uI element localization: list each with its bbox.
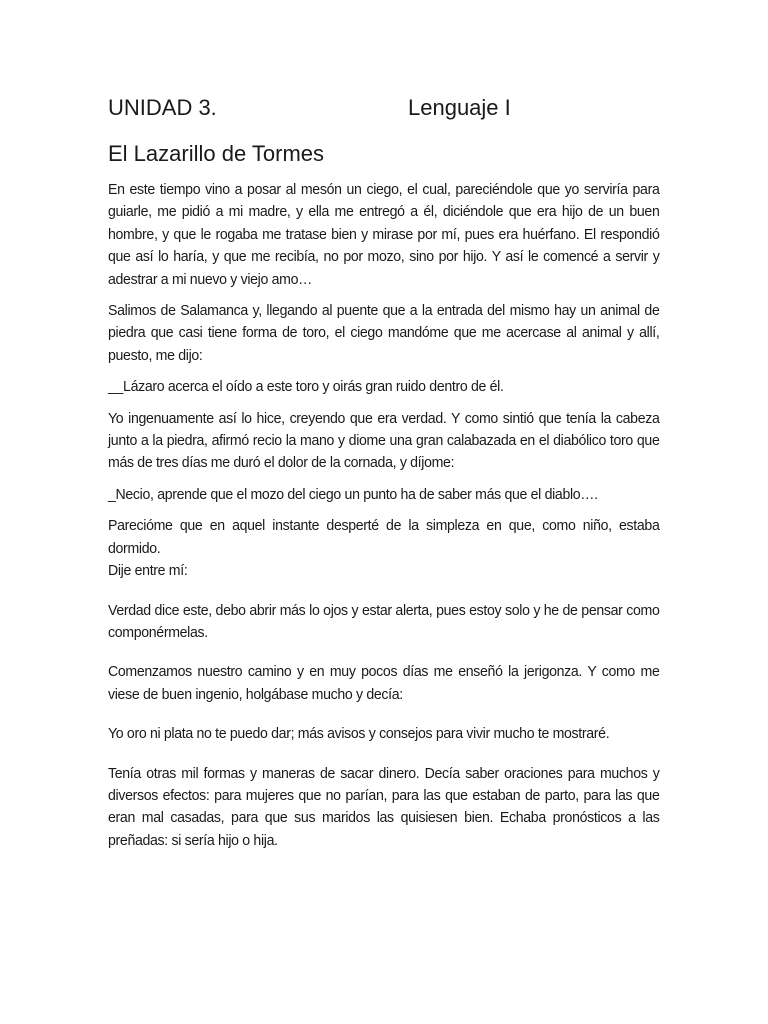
paragraph: Dije entre mí: xyxy=(108,562,188,580)
paragraph: En este tiempo vino a posar al mesón un ciego, el cual, pareciéndole que yo serviría para guiarle, me pidió a mi madre, y ella me entregó a él, diciéndole que era hijo de un buen hombre, y que le rogaba me tratase bien y mirase por mí, pues era huérfano. El respondió que así lo haría, y que me recibía, no por mozo, sino por hijo. Y así le comencé a servir y adestrar a mi nuevo y viejo amo… xyxy=(108,181,660,288)
paragraph: Yo ingenuamente así lo hice, creyendo que era verdad. Y como sintió que tenía la cabeza junto a la piedra, afirmó recio la mano y diome una gran calabazada en el diabólico toro que más de tres días me duró el dolor de la cornada, y díjome: xyxy=(108,409,660,472)
subject-label: Lenguaje I xyxy=(408,95,511,120)
paragraph: Tenía otras mil formas y maneras de sacar dinero. Decía saber oraciones para muchos y diversos efectos: para mujeres que no parían, para las que estaban de parto, para las que eran mal casadas, para que sus maridos las quisiesen bien. Echaba pronósticos a las preñadas: si sería hijo o hija. xyxy=(108,764,660,849)
paragraph: Yo oro ni plata no te puedo dar; más avisos y consejos para vivir mucho te mostraré. xyxy=(108,725,610,743)
paragraph: __Lázaro acerca el oído a este toro y oirás gran ruido dentro de él. xyxy=(108,378,504,396)
paragraph: Parecióme que en aquel instante desperté de la simpleza en que, como niño, estaba dormido. xyxy=(108,517,660,557)
document-title: El Lazarillo de Tormes xyxy=(108,141,325,166)
paragraph: Comenzamos nuestro camino y en muy pocos días me enseñó la jerigonza. Y como me viese de buen ingenio, holgábase mucho y decía: xyxy=(108,663,660,703)
paragraph: _Necio, aprende que el mozo del ciego un punto ha de saber más que el diablo…. xyxy=(108,485,598,503)
document-body xyxy=(108,179,659,861)
unit-label: UNIDAD 3. xyxy=(108,95,217,120)
paragraph: Salimos de Salamanca y, llegando al puente que a la entrada del mismo hay un animal de piedra que casi tiene forma de toro, el ciego mandóme que me acercase al animal y allí, puesto, me dijo: xyxy=(108,302,660,364)
paragraph: Verdad dice este, debo abrir más lo ojos y estar alerta, pues estoy solo y he de pensar como componérmelas. xyxy=(108,601,660,641)
